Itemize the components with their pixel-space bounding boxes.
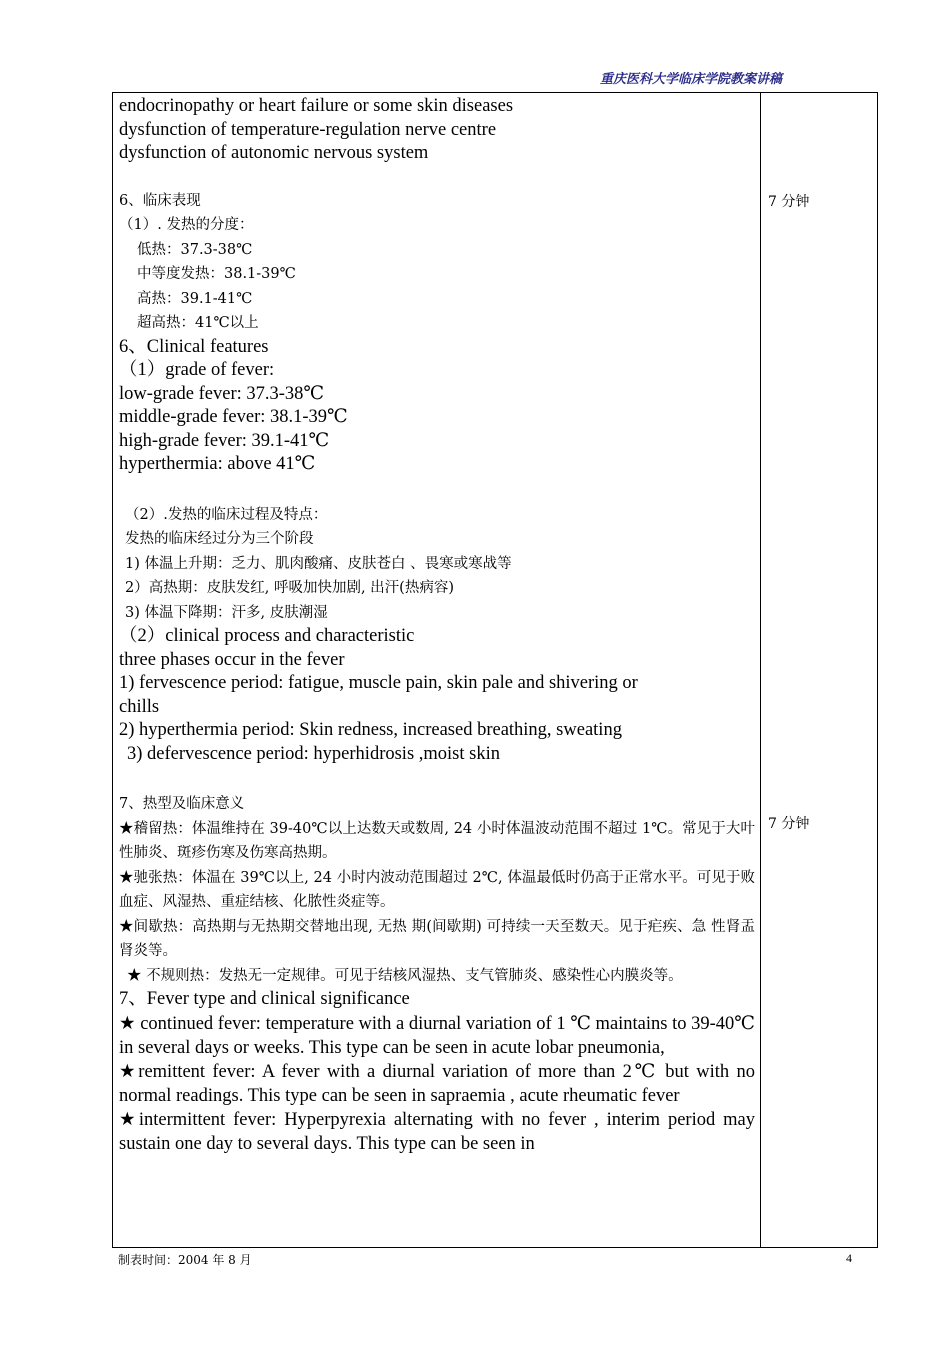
section-6-en-subtitle: （1）grade of fever: — [119, 360, 275, 380]
section-7-en-title: 7、Fever type and clinical significance — [119, 989, 410, 1009]
text-line: endocrinopathy or heart failure or some skin diseases — [119, 96, 514, 116]
fever-type-remittent-en: ★remittent fever: A fever with a diurnal variation of more than 2℃ but with no normal readings. This type can be seen in sapraemia , acute rheumatic fever — [119, 1061, 755, 1106]
fever-type-irregular-cn: ★ 不规则热：发热无一定规律。可见于结核风湿热、支气管肺炎、感染性心内膜炎等。 — [127, 967, 683, 984]
fever-grade-super: 超高热：41℃以上 — [137, 315, 259, 331]
phase-1-cn: 1) 体温上升期：乏力、肌肉酸痛、皮肤苍白 、畏寒或寒战等 — [125, 555, 512, 572]
fever-grade-low-en: low-grade fever: 37.3-38℃ — [119, 383, 325, 404]
time-allocation-1: 7 分钟 — [768, 194, 810, 210]
fever-grade-low: 低热：37.3-38℃ — [137, 241, 253, 258]
phase-2-cn: 2）高热期：皮肤发红, 呼吸加快加剧, 出汗(热病容) — [125, 580, 454, 596]
fever-grade-high: 高热：39.1-41℃ — [137, 290, 253, 307]
fever-grade-high-en: high-grade fever: 39.1-41℃ — [119, 430, 330, 451]
main-content — [119, 95, 755, 1156]
document-header: 重庆医科大学临床学院教案讲稿 — [600, 71, 783, 86]
fever-grade-mid-en: middle-grade fever: 38.1-39℃ — [119, 407, 348, 427]
clinical-process-cn-title: （2）.发热的临床过程及特点： — [125, 506, 328, 523]
clinical-process-en-intro: three phases occur in the fever — [119, 649, 345, 670]
section-6-en-title: 6、Clinical features — [119, 336, 269, 357]
fever-type-intermittent-cn: ★间歇热：高热期与无热期交替地出现, 无热 期(间歇期) 可持续一天至数天。见于疟疾、急 性肾盂肾炎等。 — [119, 918, 755, 959]
section-7-cn-title: 7、热型及临床意义 — [119, 796, 245, 812]
phase-1-en: 1) fervescence period: fatigue, muscle pain, skin pale and shivering or — [119, 673, 638, 693]
fever-type-continued-cn: ★稽留热：体温维持在 39-40℃以上达数天或数周, 24 小时体温波动范围不超过 1℃。常见于大叶性肺炎、斑疹伤寒及伤寒高热期。 — [119, 820, 755, 861]
text-line: dysfunction of autonomic nervous system — [119, 143, 429, 163]
clinical-process-en-title: （2）clinical process and characteristic — [119, 626, 415, 646]
phase-1-en-cont: chills — [119, 696, 160, 717]
column-divider — [760, 93, 761, 1247]
fever-type-intermittent-en: ★intermittent fever: Hyperpyrexia alternating with no fever , interim period may sustain one day to several days. This type can be seen in — [119, 1109, 755, 1154]
section-6-cn-subtitle: （1）. 发热的分度： — [119, 217, 254, 233]
phase-3-cn: 3) 体温下降期：汗多, 皮肤潮湿 — [125, 604, 328, 621]
lecture-table — [112, 92, 878, 1248]
phase-3-en: 3) defervescence period: hyperhidrosis ,moist skin — [127, 743, 500, 764]
page-number: 4 — [846, 1251, 852, 1265]
fever-grade-mid: 中等度发热：38.1-39℃ — [137, 266, 296, 282]
section-6-cn-title: 6、临床表现 — [119, 192, 201, 209]
fever-type-remittent-cn: ★驰张热：体温在 39℃以上, 24 小时内波动范围超过 2℃, 体温最低时仍高于正常水平。可见于败血症、风湿热、重症结核、化脓性炎症等。 — [119, 869, 755, 910]
time-allocation-2: 7 分钟 — [768, 816, 810, 832]
clinical-process-cn-intro: 发热的临床经过分为三个阶段 — [125, 531, 314, 547]
phase-2-en: 2) hyperthermia period: Skin redness, increased breathing, sweating — [119, 720, 622, 740]
footer-date: 制表时间：2004 年 8 月 — [118, 1253, 252, 1267]
text-line: dysfunction of temperature-regulation nerve centre — [119, 119, 497, 140]
fever-type-continued-en: ★ continued fever: temperature with a diurnal variation of 1 ℃ maintains to 39-40℃ in several days or weeks. This type can be seen in acute lobar pneumonia, — [119, 1013, 755, 1058]
fever-grade-hyper-en: hyperthermia: above 41℃ — [119, 454, 316, 474]
